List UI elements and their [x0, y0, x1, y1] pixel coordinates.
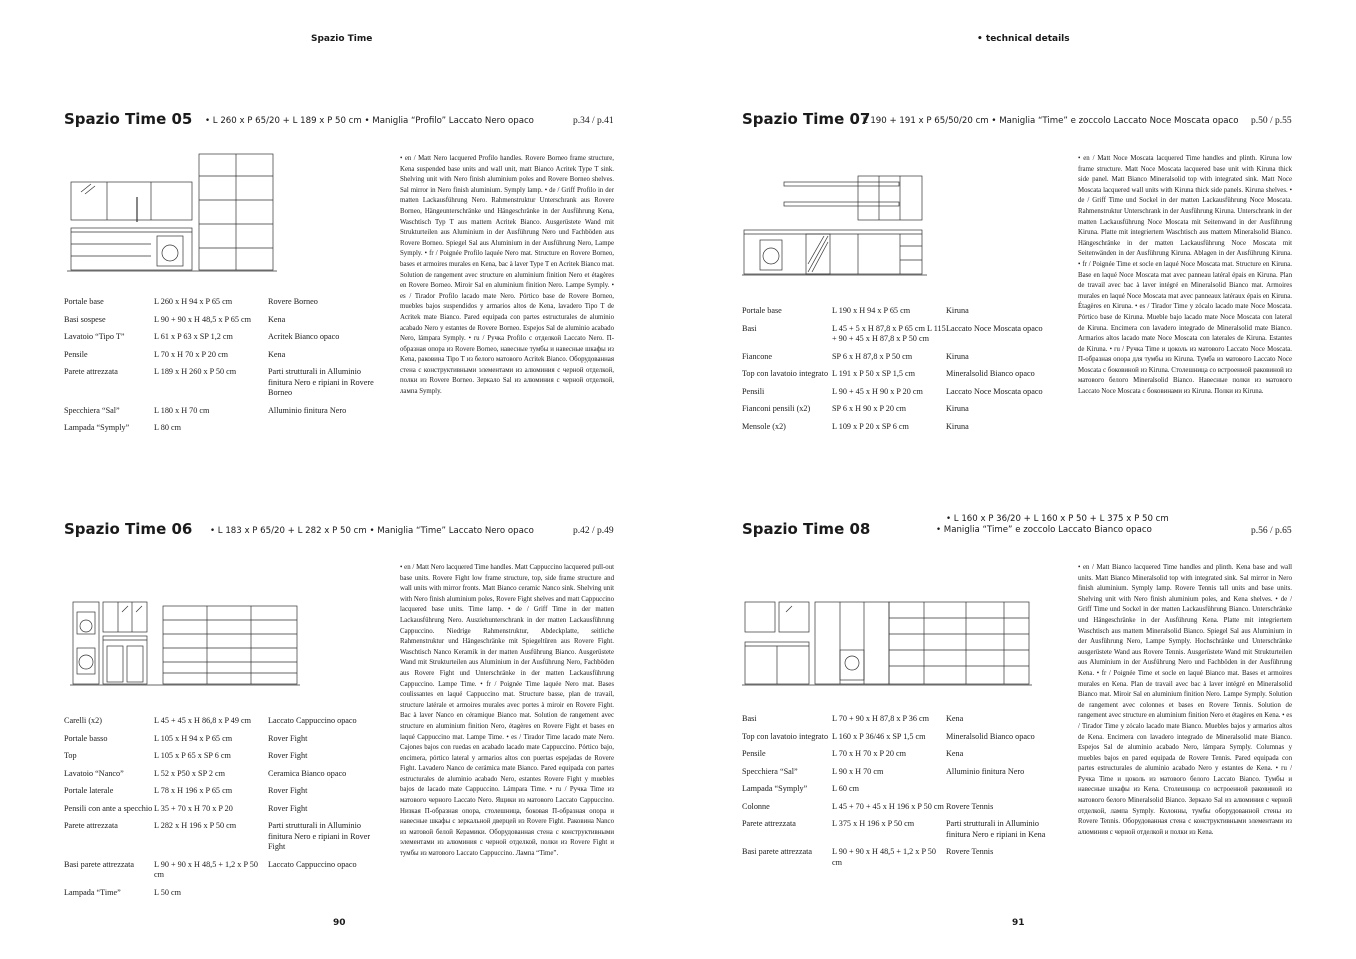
section-dimensions: • L 183 x P 65/20 + L 282 x P 50 cm • Maniglia “Time” Laccato Nero opaco — [210, 526, 534, 536]
spec-row — [742, 324, 1062, 352]
spec-name: Lavatoio “Tipo T” — [64, 332, 125, 341]
spec-size: L 260 x H 94 x P 65 cm — [154, 297, 233, 306]
spec-finish: Kena — [946, 749, 964, 758]
spec-row — [742, 352, 1062, 370]
spec-row — [742, 404, 1062, 422]
spec-table — [64, 297, 374, 441]
spec-name: Basi — [742, 323, 757, 333]
spec-table — [742, 306, 1062, 439]
spec-name: Mensole (x2) — [742, 421, 786, 431]
spec-row — [64, 332, 374, 350]
spec-size: L 105 x H 94 x P 65 cm — [154, 733, 233, 743]
spec-finish: Alluminio finitura Nero — [946, 766, 1025, 776]
spec-finish: Rovere Tennis — [946, 847, 994, 856]
spec-name: Pensili con ante a specchio — [64, 803, 153, 813]
spec-name: Parete attrezzata — [64, 821, 118, 830]
spec-row — [64, 769, 374, 787]
spec-size: L 52 x P50 x SP 2 cm — [154, 768, 226, 778]
section-dimensions: • L 260 x P 65/20 + L 189 x P 50 cm • Maniglia “Profilo” Laccato Nero opaco — [205, 116, 534, 126]
section-description: • en / Matt Nero lacquered Profilo handles. Rovere Borneo frame structure, Kena suspended base units and wall unit, matt Bianco Acritek Type T sink. Shelving unit with Nero finish aluminium poles and Rovere Borneo shelves. Sal mirror in Nero finish aluminium. Symply lamp. • de / Griff Profilo in der matten Lackausführung Nero. Rahmenstruktur Unterschrank aus Rovere Borneo, Hängeunterschränke und Hängeschränke in der Ausführung Kena, Waschtisch Typ T aus mattem Acritek Bianco. Ausgerüstete Wand mit Strukturteilen aus Aluminium in der Ausführung Nero und Fachböden aus Rovere Borneo. Spiegel Sal aus Aluminium in der Ausführung Nero, Lampe Symply. • fr / Poignée Profilo laquée Nero mat. Structure en Rovere Borneo, bases et armoires murales en Kena, bac à laver Type T en Acritek Bianco mat. Solution de rangement avec structure en aluminium finition Nero et étagères en Rovere Borneo. Miroir Sal en aluminium finition Nero. Lampe Symply. • es / Tirador Profilo lacado mate Nero. Pórtico base de Rovere Borneo, muebles bajos suspendidos y armarios altos de Kena, lavadero Tipo T de Acritek mate Bianco. Pared equipada con partes estructurales de aluminio acabado Nero y estantes de Rovere Borneo. Espejos Sal de aluminio acabado Nero, lámpara Symply. • ru / Ручка Profilo с отделкой Laccato Nero. П-образная опора из Rovere Borneo, навесные тумбы и навесные шкафы из Kena, раковина Tipo T из белого матового Acritek Bianco. Оборудованная стена с конструктивными элементами из алюминия с черной отделкой, полки из Rovere Borneo. Зеркало Sal из алюминия с черной отделкой, лампа Symply. — [400, 155, 614, 396]
spec-row — [64, 367, 374, 406]
section-description: • en / Matt Bianco lacquered Time handles and plinth. Kena base and wall units. Matt Bianco Mineralsolid top with integrated sink. Sal mirror in Nero finish aluminium. Symply lamp. Rovere Tennis tall units and base units. Shelving unit with Nero finish aluminium poles, and Kena shelves. • de / Griff Time und Sockel in der matten Lackausführung Bianco. Unterschränke und Hängeschränke in der Ausführung Kena. Platte mit integriertem Waschtisch aus mattem Mineralsolid Bianco. Spiegel Sal aus Aluminium in der Ausführung Nero, Lampe Symply. Hochschränke und Unterschränke ausgerüstete Wand aus Rovere Tennis. Ausgerüstete Wand mit Strukturteilen aus Aluminium in der Ausführung Nero und Fachböden in der Ausführung Kena. • fr / Poignée Time et socle en laqué Bianco mat. Bases et armoires murales en Kena. Plan de travail avec bac à laver intégré en Mineralsolid Bianco mat. Miroir Sal en aluminium finition Nero. Lampe Symply. Solution de rangement avec colonnes et bases en Rovere Tennis. Solution de rangement avec structure en aluminium finition Nero et étagères en Kena. • es / Tirador Time y zócalo lacado mate Bianco. Muebles bajos y armarios altos de Kena. Encimera con lavadero integrado de Mineralsolid mate Bianco. Espejos Sal de aluminio acabado Nero, lámpara Symply. Columnas y muebles bajos en pared equipada de Rovere Tennis. Pared equipada con partes estructurales de aluminio acabado Nero y estantes de Kena. • ru / Ручка Time и цоколь из матового белого Laccato Bianco. Тумбы и навесные шкафы из Kena. Столешница со встроенной раковиной из матового белого Mineralsolid Bianco. Зеркало Sal из алюминия с черной отделкой, лампа Symply. Колонны, тумбы оборудованной стены из Rovere Tennis. Оборудованная стена с конструктивными элементами из алюминия с черной отделкой и полки из Kena. — [1078, 564, 1292, 836]
spec-finish: Rovere Tennis — [946, 801, 994, 811]
spec-row — [742, 714, 1062, 732]
section-title: Spazio Time 06 — [64, 520, 193, 538]
spec-name: Lampada “Symply” — [742, 784, 808, 793]
spec-size: L 70 + 90 x H 87,8 x P 36 cm — [832, 714, 930, 723]
spec-size: L 191 x P 50 x SP 1,5 cm — [832, 369, 916, 378]
spec-row — [64, 804, 374, 822]
spec-size: L 90 + 90 x H 48,5 + 1,2 x P 50 cm — [154, 859, 258, 879]
spec-row — [742, 387, 1062, 405]
spec-name: Specchiera “Sal” — [64, 405, 120, 415]
page-reference: p.56 / p.65 — [1251, 526, 1292, 536]
spec-finish: Ceramica Bianco opaco — [268, 768, 347, 778]
spec-finish: Laccato Cappuccino opaco — [268, 859, 357, 869]
spec-name: Lampada “Time” — [64, 887, 121, 897]
spec-size: L 105 x P 65 x SP 6 cm — [154, 751, 231, 760]
spec-size: L 80 cm — [154, 423, 181, 432]
spec-size: L 180 x H 70 cm — [154, 405, 210, 415]
spec-finish: Parti strutturali in Alluminio finitura Nero e ripiani in Rovere Borneo — [268, 367, 374, 397]
spec-row — [742, 784, 1062, 802]
page-reference: p.34 / p.41 — [573, 116, 614, 126]
spec-size: L 90 x H 70 cm — [832, 766, 884, 776]
spec-name: Colonne — [742, 801, 770, 811]
spec-finish: Parti strutturali in Alluminio finitura Nero e ripiani in Rover Fight — [268, 821, 371, 851]
spec-row — [64, 860, 374, 888]
technical-drawing — [70, 598, 300, 686]
section-title: Spazio Time 05 — [64, 110, 193, 128]
section-dimensions-line-1: • L 160 x P 36/20 + L 160 x P 50 + L 375 x P 50 cm — [946, 514, 1169, 524]
spec-name: Basi — [742, 714, 757, 723]
spec-name: Fianconi pensili (x2) — [742, 404, 811, 413]
spec-size: L 189 x H 260 x P 50 cm — [154, 367, 237, 376]
spec-row — [64, 786, 374, 804]
spec-row — [64, 406, 374, 424]
spec-name: Top con lavatoio integrato — [742, 369, 829, 378]
spec-row — [64, 888, 374, 906]
spec-finish: Kiruna — [946, 421, 969, 431]
spec-row — [64, 751, 374, 769]
spec-size: L 60 cm — [832, 784, 859, 793]
spec-size: L 90 + 90 x H 48,5 x P 65 cm — [154, 314, 252, 324]
spec-name: Pensile — [64, 349, 88, 359]
spec-row — [64, 423, 374, 441]
spec-finish: Kiruna — [946, 404, 969, 413]
spec-finish: Kena — [268, 314, 286, 324]
spec-row — [742, 802, 1062, 820]
spec-name: Basi parete attrezzata — [742, 847, 813, 856]
spec-size: L 109 x P 20 x SP 6 cm — [832, 421, 909, 431]
spec-size: L 35 + 70 x H 70 x P 20 — [154, 803, 233, 813]
spec-finish: Rovere Borneo — [268, 297, 318, 306]
spec-name: Portale base — [742, 306, 782, 315]
spec-finish: Mineralsolid Bianco opaco — [946, 731, 1035, 741]
spec-row — [742, 847, 1062, 875]
spec-finish: Rover Fight — [268, 803, 308, 813]
spec-size: L 190 x H 94 x P 65 cm — [832, 306, 911, 315]
section-dimensions-line-2: • Maniglia “Time” e zoccolo Laccato Bianco opaco — [936, 525, 1152, 535]
spec-finish — [268, 888, 374, 906]
spec-row — [742, 422, 1062, 440]
spec-size: L 45 + 5 x H 87,8 x P 65 cm L 115 + 90 + 45 x H 87,8 x P 50 cm — [832, 323, 946, 343]
spec-name: Top — [64, 751, 77, 760]
spec-row — [64, 716, 374, 734]
spec-name: Pensile — [742, 749, 766, 758]
spec-row — [742, 369, 1062, 387]
section-dimensions: • L 190 + 191 x P 65/50/20 cm • Maniglia “Time” e zoccolo Laccato Noce Moscata opaco — [855, 116, 1239, 126]
spec-finish: Kena — [268, 349, 286, 359]
spec-finish: Parti strutturali in Alluminio finitura Nero e ripiani in Kena — [946, 819, 1046, 839]
running-head-left: Spazio Time — [311, 34, 373, 44]
spec-size: L 90 + 90 x H 48,5 + 1,2 x P 50 cm — [832, 847, 936, 867]
spec-size: L 50 cm — [154, 887, 181, 897]
spec-row — [742, 819, 1062, 847]
technical-drawing — [742, 172, 927, 277]
spec-name: Pensili — [742, 386, 765, 396]
spec-finish: Kiruna — [946, 306, 969, 315]
spec-row — [64, 734, 374, 752]
spec-row — [64, 297, 374, 315]
spec-size: SP 6 x H 90 x P 20 cm — [832, 404, 906, 413]
section-description: • en / Matt Nero lacquered Time handles. Matt Cappuccino lacquered pull-out base units. Rovere Fight low frame structure, top, side frame structure and wall units with mirror fronts. Matt Bianco ceramic Nanco sink. Shelving unit with Nero finish aluminium poles, Rovere Fight shelves and matt Cappuccino lacquered base units. Time lamp. • de / Griff Time in der matten Lackausführung Nero. Ausziehunterschrank in der matten Lackausführung Cappuccino. Niedrige Rahmenstruktur, Abdeckplatte, seitliche Rahmenstruktur und Hängeschränke mit Spiegeltüren aus Rovere Fight. Waschtisch Nanco Keramik in der matten Ausführung Bianco. Ausgerüstete Wand mit Strukturteilen aus Aluminium in der Ausführung Nero, Fachböden aus Rovere Fight und Unterschränke in der matten Lackausführung Cappuccino. Lampe Time. • fr / Poignée Time laquée Nero mat. Bases coulissantes en laqué Cappuccino mat. Structure basse, plan de travail, structure latérale et armoires murales avec portes à miroir en Rovere Fight. Bac à laver Nanco en céramique Bianco mat. Solution de rangement avec structure en aluminium finition Nero, étagères en Rovere Fight et bases en laqué Cappuccino mat. Lampe Time. • es / Tirador Time lacado mate Nero. Cajones bajos con ruedas en acabado lacado mate Cappuccino. Pórtico bajo, encimera, pórtico lateral y armarios altos con puertas espejadas de Rovere Fight. Lavadero Nanco de cerámica mate Bianco. Pared equipada con partes estructurales de aluminio acabado Nero, estantes Rovere Fight y muebles bajos de lacado mate Cappuccino. Lámpara Time. • ru / Ручка Time из матового черного Laccato Nero. Ящики из матового Laccato Cappuccino. Низкая П-образная опора, столешница, боковая П-образная опора и навесные шкафы с зеркальной дверцей из Rovere Fight. Раковина Nanco из матовой белой Керамики. Оборудованная стена с конструктивными элементами из алюминия с черной отделкой, полки из Rovere Fight и тумбы из матового Laccato Cappuccino. Лампа “Time”. — [400, 564, 614, 858]
section-title: Spazio Time 08 — [742, 520, 871, 538]
spec-row — [742, 732, 1062, 750]
page-reference: p.42 / p.49 — [573, 526, 614, 536]
spec-name: Portale laterale — [64, 786, 114, 795]
spec-size: L 45 + 45 x H 86,8 x P 49 cm — [154, 716, 252, 725]
spec-size: L 70 x H 70 x P 20 cm — [154, 349, 228, 359]
spec-size: L 90 + 45 x H 90 x P 20 cm — [832, 386, 923, 396]
spec-name: Top con lavatoio integrato — [742, 731, 829, 741]
spec-size: L 45 + 70 + 45 x H 196 x P 50 cm — [832, 801, 944, 811]
spec-name: Carelli (x2) — [64, 716, 102, 725]
spec-name: Portale basso — [64, 733, 108, 743]
running-head-right: • technical details — [977, 34, 1070, 44]
spec-finish: Laccato Noce Moscata opaco — [946, 386, 1043, 396]
spec-finish: Rover Fight — [268, 751, 308, 760]
spec-finish: Mineralsolid Bianco opaco — [946, 369, 1035, 378]
spec-name: Fiancone — [742, 351, 773, 361]
page-reference: p.50 / p.55 — [1251, 116, 1292, 126]
spec-row — [64, 315, 374, 333]
spec-name: Lavatoio “Nanco” — [64, 768, 124, 778]
spec-finish: Acritek Bianco opaco — [268, 332, 340, 341]
spec-row — [742, 767, 1062, 785]
section-title: Spazio Time 07 — [742, 110, 871, 128]
spec-name: Portale base — [64, 297, 104, 306]
technical-drawing — [742, 598, 1032, 686]
spec-name: Basi sospese — [64, 314, 106, 324]
spec-finish: Rover Fight — [268, 733, 308, 743]
spec-size: L 160 x P 36/46 x SP 1,5 cm — [832, 731, 926, 741]
spec-size: L 70 x H 70 x P 20 cm — [832, 749, 906, 758]
spec-finish — [946, 784, 1062, 802]
spec-size: L 375 x H 196 x P 50 cm — [832, 819, 915, 828]
spec-finish: Laccato Cappuccino opaco — [268, 716, 357, 725]
spec-table — [64, 716, 374, 905]
spec-table — [742, 714, 1062, 875]
spec-finish — [268, 423, 374, 441]
spec-row — [64, 821, 374, 860]
spec-name: Parete attrezzata — [64, 367, 118, 376]
page-number-right: 91 — [1012, 918, 1025, 928]
technical-drawing — [67, 152, 277, 274]
spec-size: SP 6 x H 87,8 x P 50 cm — [832, 351, 913, 361]
spec-finish: Laccato Noce Moscata opaco — [946, 323, 1043, 333]
spec-size: L 61 x P 63 x SP 1,2 cm — [154, 332, 233, 341]
spec-name: Parete attrezzata — [742, 819, 796, 828]
spec-row — [64, 350, 374, 368]
spec-finish: Kiruna — [946, 351, 969, 361]
spec-row — [742, 749, 1062, 767]
spec-name: Lampada “Symply” — [64, 423, 130, 432]
spec-name: Specchiera “Sal” — [742, 766, 798, 776]
spec-row — [742, 306, 1062, 324]
spec-name: Basi parete attrezzata — [64, 859, 135, 869]
spec-finish: Alluminio finitura Nero — [268, 405, 347, 415]
page-number-left: 90 — [333, 918, 346, 928]
section-description: • en / Matt Noce Moscata lacquered Time handles and plinth. Kiruna low frame structure. Matt Noce Moscata lacquered base unit with Kiruna thick side panel. Matt Bianco Mineralsolid top with integrated sink. Matt Noce Moscata lacquered wall units with Kiruna thick side panels. Kiruna shelves. • de / Griff Time und Sockel in der matten Lackausführung Noce Moscata. Rahmenstruktur Unterschrank in der Ausführung Kiruna. Unterschrank in der matten Lackausführung Noce Moscata mit Seitenwand in der Ausführung Kiruna. Platte mit integriertem Waschtisch aus mattem Mineralsolid Bianco. Hängeschränke in der matten Lackausführung Noce Moscata mit Seitenwänden in der Ausführung Kiruna. Ablagen in der Ausführung Kiruna. • fr / Poignée Time et socle en laqué Noce Moscata mat. Structure en Kiruna. Base en laqué Noce Moscata mat avec panneau latéral épais en Kiruna. Plan de travail avec bac à laver intégré en Mineralsolid Bianco mat. Armoires murales en laqué Noce Moscata mat avec panneaux latéraux épais en Kiruna. Étagères en Kiruna. • es / Tirador Time y zócalo lacado mate Noce Moscata. Pórtico base de Kiruna. Mueble bajo lacado mate Noce Moscata con lateral de Kiruna. Encimera con lavadero integrado de Mineralsolid mate Bianco. Armarios altos lacado mate Noce Moscata con laterales de Kiruna. Estantes de Kiruna. • ru / Ручка Time и цоколь из матового Laccato Noce Moscata. П-образная опора для тумбы из Kiruna. Тумба из матового Laccato Noce Moscata с боковиной из Kiruna. Столешница со встроенной раковиной из матового белого Mineralsolid Bianco. Навесные полки из матового Laccato Noce Moscata с боковинами из Kiruna. Полки из Kiruna. — [1078, 155, 1292, 396]
spec-finish: Rover Fight — [268, 786, 308, 795]
spec-size: L 78 x H 196 x P 65 cm — [154, 786, 233, 795]
spec-size: L 282 x H 196 x P 50 cm — [154, 821, 237, 830]
spec-finish: Kena — [946, 714, 964, 723]
